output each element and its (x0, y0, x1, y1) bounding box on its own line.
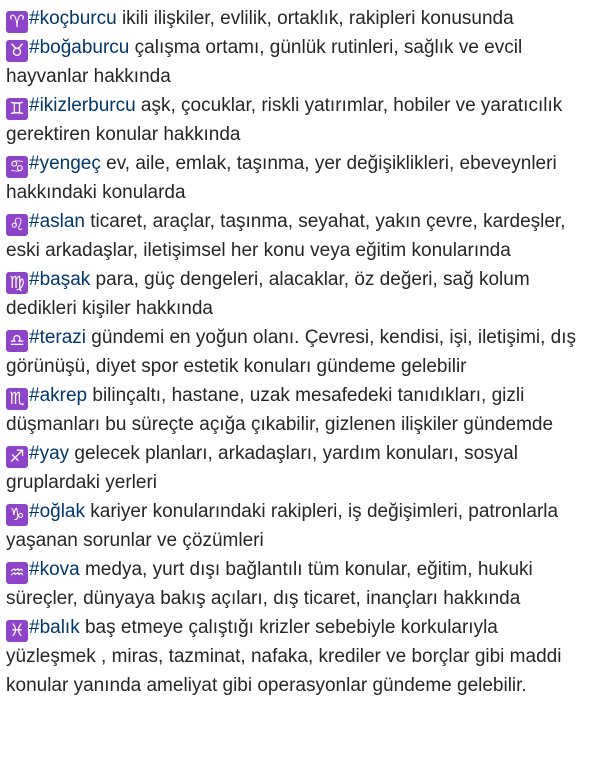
aquarius-icon: ♒ (6, 562, 28, 584)
entry-cancer (6, 149, 590, 207)
entry-text: ticaret, araçlar, taşınma, seyahat, yakın çevre, kardeşler, eski arkadaşlar, iletişimsel her konu veya eğitim konularında (6, 211, 566, 261)
hashtag-link[interactable]: #akrep (29, 385, 88, 406)
gemini-icon: ♊ (6, 98, 28, 120)
entry-capricorn (6, 497, 590, 555)
hashtag-link[interactable]: #yay (29, 443, 70, 464)
hashtag-link[interactable]: #oğlak (29, 501, 85, 522)
entry-gemini (6, 91, 590, 149)
entry-aquarius (6, 555, 590, 613)
entry-text: bilinçaltı, hastane, uzak mesafedeki tanıdıkları, gizli düşmanları bu süreçte açığa çıkabilir, gizlenen ilişkiler gündemde (6, 385, 554, 435)
entry-text: ikili ilişkiler, evlilik, ortaklık, rakipleri konusunda (116, 8, 514, 29)
leo-icon: ♌ (6, 214, 28, 236)
entry-taurus (6, 33, 590, 91)
entry-pisces (6, 613, 590, 700)
hashtag-link[interactable]: #yengeç (29, 153, 101, 174)
entry-text: kariyer konularındaki rakipleri, iş değişimleri, patronlarla yaşanan sorunlar ve çözümleri (6, 501, 559, 551)
entry-sagittarius (6, 439, 590, 497)
pisces-icon: ♓ (6, 620, 28, 642)
entry-virgo (6, 265, 590, 323)
entry-libra (6, 323, 590, 381)
cancer-icon: ♋ (6, 156, 28, 178)
sagittarius-icon: ♐ (6, 446, 28, 468)
hashtag-link[interactable]: #balık (29, 617, 80, 638)
aries-icon: ♈ (6, 11, 28, 33)
hashtag-link[interactable]: #terazi (29, 327, 87, 348)
hashtag-link[interactable]: #koçburcu (29, 8, 117, 29)
entry-scorpio (6, 381, 590, 439)
entry-text: aşk, çocuklar, riskli yatırımlar, hobiler ve yaratıcılık gerektiren konular hakkında (6, 95, 563, 145)
entry-aries (6, 4, 590, 33)
libra-icon: ♎ (6, 330, 28, 352)
taurus-icon: ♉ (6, 40, 28, 62)
capricorn-icon: ♑ (6, 504, 28, 526)
entry-text: para, güç dengeleri, alacaklar, öz değeri, sağ kolum dedikleri kişiler hakkında (6, 269, 530, 319)
virgo-icon: ♍ (6, 272, 28, 294)
entry-text: gündemi en yoğun olanı. Çevresi, kendisi, işi, iletişimi, dış görünüşü, diyet spor estetik konuları gündeme gelebilir (6, 327, 577, 377)
hashtag-link[interactable]: #aslan (29, 211, 85, 232)
entry-text: ev, aile, emlak, taşınma, yer değişiklikleri, ebeveynleri hakkındaki konularda (6, 153, 557, 203)
scorpio-icon: ♏ (6, 388, 28, 410)
entry-text: medya, yurt dışı bağlantılı tüm konular, eğitim, hukuki süreçler, dünyaya bakış açıları, dış ticaret, inançları hakkında (6, 559, 533, 609)
entry-text: gelecek planları, arkadaşları, yardım konuları, sosyal gruplardaki yerleri (6, 443, 518, 493)
hashtag-link[interactable]: #ikizlerburcu (29, 95, 136, 116)
hashtag-link[interactable]: #başak (29, 269, 91, 290)
entry-text: çalışma ortamı, günlük rutinleri, sağlık ve evcil hayvanlar hakkında (6, 37, 523, 87)
hashtag-link[interactable]: #boğaburcu (29, 37, 130, 58)
entry-leo (6, 207, 590, 265)
entry-text: baş etmeye çalıştığı krizler sebebiyle korkularıyla yüzleşmek , miras, tazminat, nafaka, krediler ve borçlar gibi maddi konular yanında ameliyat gibi operasyonlar gündeme gelebilir. (6, 617, 562, 696)
hashtag-link[interactable]: #kova (29, 559, 80, 580)
